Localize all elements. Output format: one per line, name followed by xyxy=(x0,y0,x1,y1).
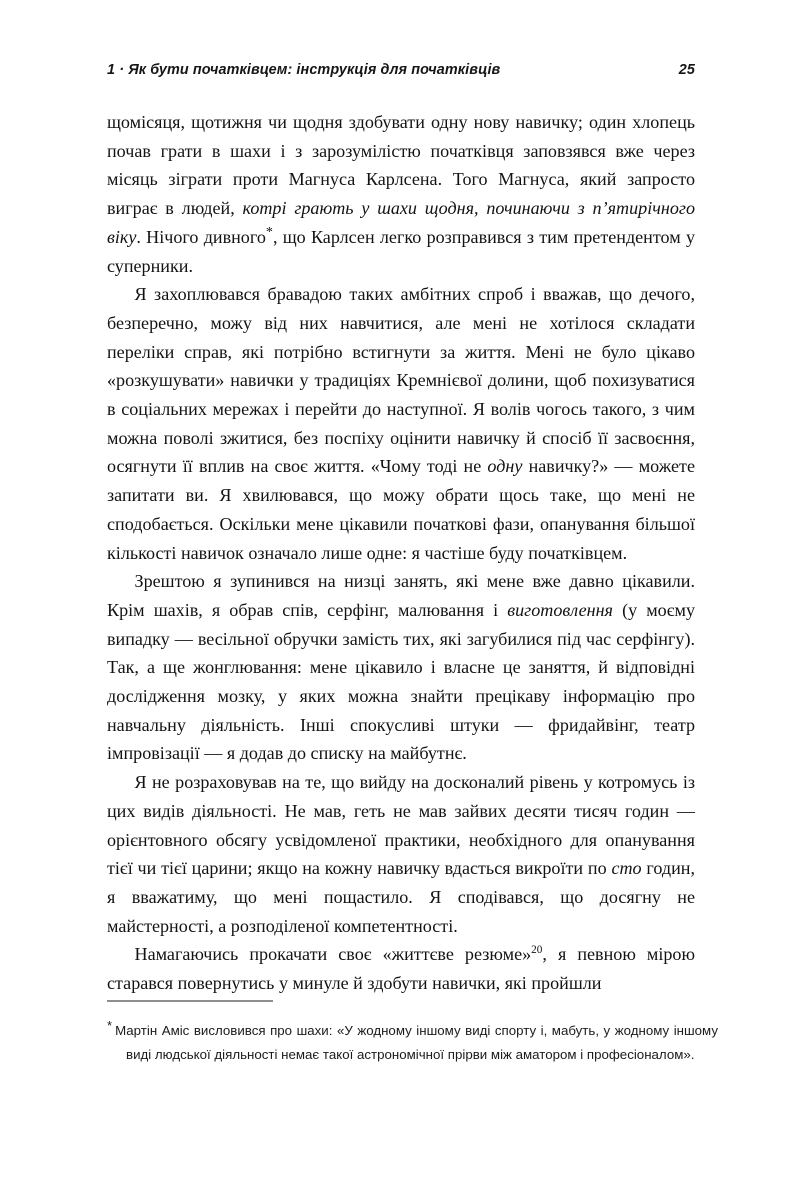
running-head-title: 1 · Як бути початківцем: інструкція для початківців xyxy=(107,62,501,78)
paragraph xyxy=(107,108,695,280)
emphasis-text: одну xyxy=(487,456,523,477)
emphasis-text: сто xyxy=(611,858,642,879)
footnote-marker: * xyxy=(107,1017,113,1033)
body-text xyxy=(107,108,695,998)
paragraph xyxy=(107,768,695,940)
text-run: навичку?» — можете запитати ви. Я хвилювався, що можу обрати щось таке, що мені не сподобається. Оскільки мене цікавили початкові фази, опанування більшої кількості навичок означало лише одне: я частіше буду початківцем. xyxy=(107,456,695,563)
emphasis-text: виготовлення xyxy=(507,599,613,620)
text-run: Я захоплювався бравадою таких амбітних спроб і вважав, що дечого, безперечно, можу від них навчитися, але мені не хотілося складати переліки справ, які потрібно встигнути за життя. Мені не було цікаво «розкушувати» навички у традиціях Кремнієвої долини, щоб похизуватися в соціальних мережах і перейти до наступної. Я волів чогось такого, з чим можна поволі зжитися, без поспіху оцінити навичку й спосіб її засвоєння, осягнути її вплив на своє життя. «Чому тоді не xyxy=(107,284,695,477)
footnote-separator-rule xyxy=(107,1000,273,1002)
text-run: щомісяця, щотижня чи щодня здобувати одну нову навичку; один хлопець почав грати в шахи і з зарозумілістю початківця заповзявся вже через місяць зіграти проти Магнуса Карлсена. Того Магнуса, який запросто виграє в людей, xyxy=(107,112,695,219)
paragraph xyxy=(107,280,695,567)
running-head xyxy=(107,62,695,78)
text-run: Я не розраховував на те, що вийду на досконалий рівень у котромусь із цих видів діяльності. Не мав, геть не мав зайвих десяти тисяч годин — орієнтовного обсягу усвідомленої практики, необхідного для опанування тієї чи тієї царини; якщо на кожну навичку вдасться викроїти по xyxy=(107,772,695,879)
text-run: , я певною мірою старався повернутись у минуле й здобути навички, які пройшли xyxy=(107,944,695,994)
text-run: , що Карлсен легко розправився з тим претендентом у суперники. xyxy=(107,226,695,276)
text-run: . Нічого дивного xyxy=(136,226,266,247)
footnote-asterisk: * xyxy=(265,223,273,240)
paragraph xyxy=(107,567,695,768)
footnote-reference: 20 xyxy=(531,944,543,957)
emphasis-text: котрі грають у шахи щодня, починаючи з п’ятирічного віку xyxy=(107,198,695,247)
page-number: 25 xyxy=(678,62,695,78)
text-run: Зрештою я зупинився на низці занять, які мене вже давно цікавили. Крім шахів, я обрав спів, серфінг, малювання і xyxy=(107,571,695,620)
text-run: Намагаючись прокачати своє «життєве резюме» xyxy=(134,944,532,965)
footnote-body: Мартін Аміс висловився про шахи: «У жодному іншому виді спорту і, мабуть, у жодному іншому виді людської діяльності немає такої астрономічної прірви між аматором і професіоналом». xyxy=(115,1023,718,1063)
footnote-area xyxy=(107,1000,718,1067)
text-run: годин, я вважатиму, що мені пощастило. Я сподівався, що досягну не майстерності, а розподіленої компетентності. xyxy=(107,858,695,936)
text-run: (у моєму випадку — весільної обручки замість тих, які загубилися під час серфінгу). Так, а ще жонглювання: мене цікавило і власне це заняття, й відповідні дослідження мозку, у яких можна знайти прецікаву інформацію про навчальну діяльність. Інші спокусливі штуки — фридайвінг, театр імпровізації — я додав до списку на майбутнє. xyxy=(107,599,695,764)
paragraph xyxy=(107,940,695,997)
footnote-text xyxy=(107,1019,718,1067)
